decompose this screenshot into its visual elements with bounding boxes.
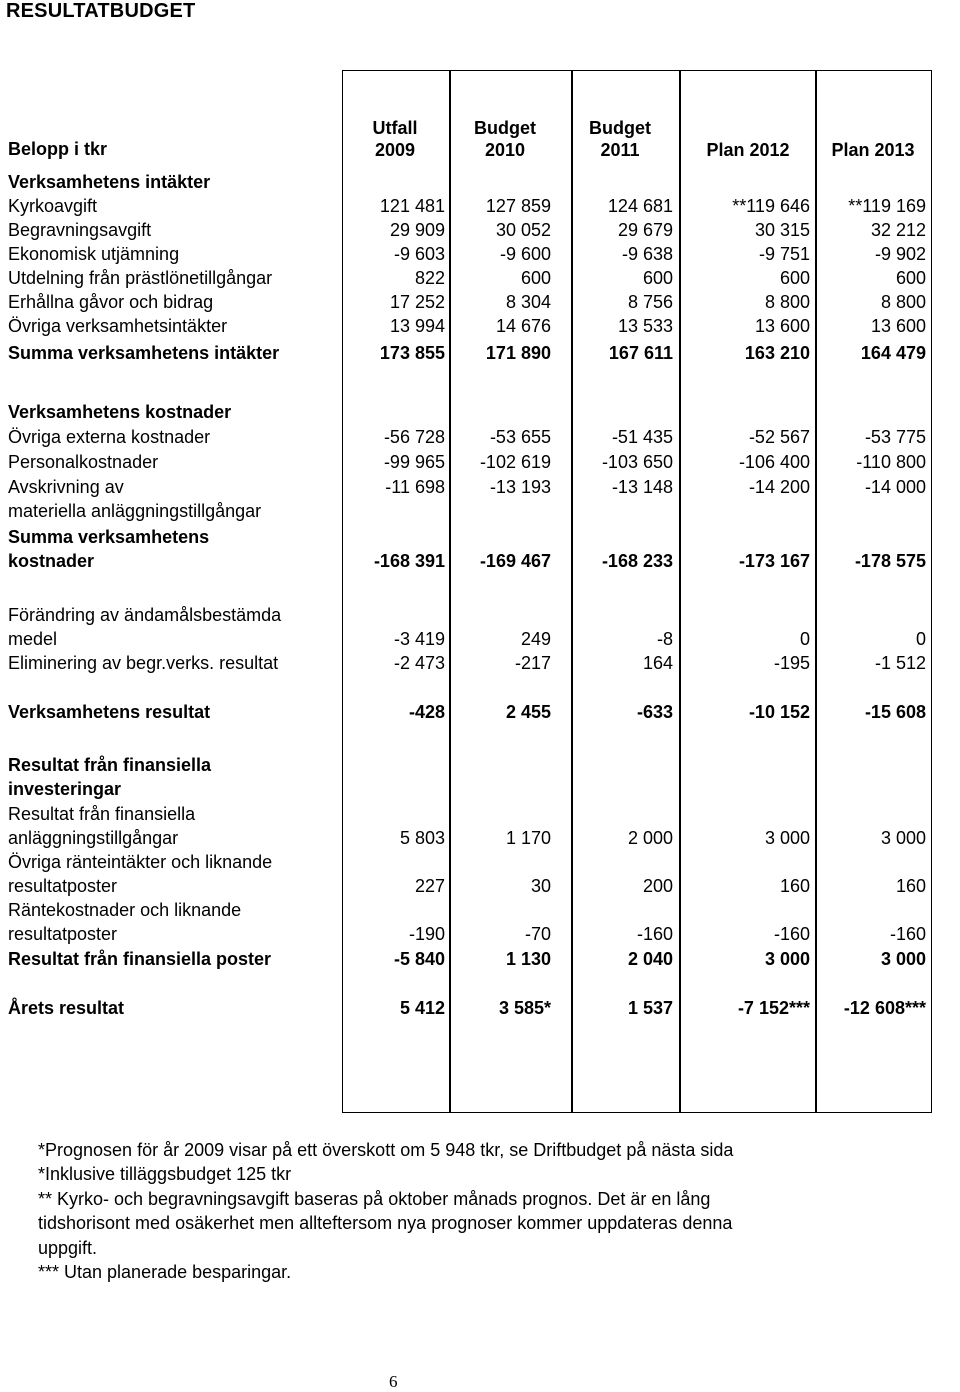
header-label: Belopp i tkr: [8, 139, 108, 159]
header-col-budget-2011: Budget 2011: [589, 118, 651, 160]
footnote-line: *** Utan planerade besparingar.: [38, 1262, 292, 1283]
footnotes: [38, 1138, 918, 1284]
footnote-line: uppgift.: [38, 1237, 98, 1258]
page-title: RESULTATBUDGET: [6, 0, 196, 22]
page-number: 6: [389, 1372, 398, 1391]
footnote-line: *Prognosen för år 2009 visar på ett överskott om 5 948 tkr, se Driftbudget på nästa sida: [38, 1140, 734, 1160]
footnote-line: ** Kyrko- och begravningsavgift baseras på oktober månads prognos. Det är en lång: [38, 1188, 711, 1209]
footnote-line: *Inklusive tilläggsbudget 125 tkr: [38, 1164, 292, 1185]
header-col-utfall: Utfall 2009: [372, 118, 418, 160]
footnote-line: tidshorisont med osäkerhet men allteftersom nya prognoser kommer uppdateras denna: [38, 1213, 733, 1234]
header-col-budget-2010: Budget 2010: [474, 118, 536, 160]
header-col-plan-2012: Plan 2012: [706, 140, 790, 160]
header-col-plan-2013: Plan 2013: [831, 140, 915, 160]
